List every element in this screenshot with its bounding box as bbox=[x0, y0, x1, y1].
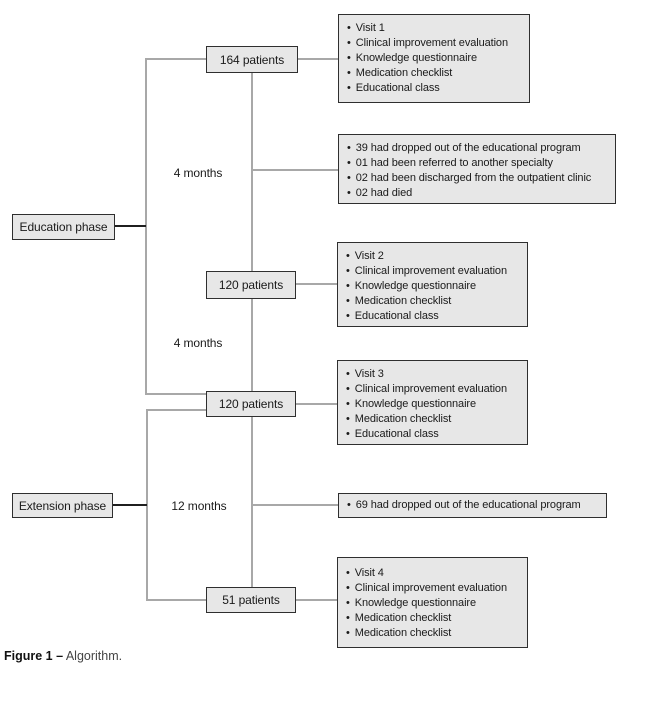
figure-caption-text: Algorithm. bbox=[63, 649, 123, 663]
extension-bracket-bottom-line bbox=[146, 599, 206, 601]
bullet-icon: • bbox=[347, 499, 351, 511]
list-item-label: 02 had died bbox=[355, 187, 413, 199]
bullet-icon: • bbox=[347, 187, 351, 199]
bullet-icon: • bbox=[347, 37, 351, 49]
bullet-icon: • bbox=[347, 52, 351, 64]
list-item bbox=[347, 66, 523, 81]
bullet-icon: • bbox=[346, 265, 350, 277]
list-item bbox=[346, 412, 521, 427]
list-item-label: Medication checklist bbox=[354, 413, 452, 425]
list-item bbox=[346, 264, 521, 279]
list-item bbox=[346, 611, 521, 626]
bullet-icon: • bbox=[346, 383, 350, 395]
list-item-label: 02 had been discharged from the outpatient clinic bbox=[355, 172, 592, 184]
list-item-label: Educational class bbox=[354, 428, 439, 440]
bullet-icon: • bbox=[347, 157, 351, 169]
list-item-label: Knowledge questionnaire bbox=[354, 280, 477, 292]
node-164-patients-label: 164 patients bbox=[219, 52, 285, 67]
list-item bbox=[346, 581, 521, 596]
list-item bbox=[347, 81, 523, 96]
list-item-label: Visit 4 bbox=[354, 567, 384, 579]
list-item-label: Medication checklist bbox=[354, 612, 452, 624]
list-item bbox=[346, 367, 521, 382]
bullet-icon: • bbox=[347, 22, 351, 34]
figure-caption bbox=[4, 649, 122, 663]
extension-phase-box bbox=[12, 493, 113, 518]
list-item-label: Clinical improvement evaluation bbox=[355, 37, 508, 49]
list-item-label: Medication checklist bbox=[354, 627, 452, 639]
bullet-icon: • bbox=[346, 612, 350, 624]
list-item bbox=[346, 294, 521, 309]
interval-12-months: 12 months bbox=[171, 499, 227, 513]
bullet-icon: • bbox=[346, 597, 350, 609]
node-120-patients-visit3 bbox=[206, 391, 296, 417]
bullet-icon: • bbox=[346, 368, 350, 380]
list-item bbox=[346, 397, 521, 412]
visit-4-detail-box bbox=[337, 557, 528, 648]
list-item-label: Knowledge questionnaire bbox=[354, 398, 477, 410]
bullet-icon: • bbox=[346, 295, 350, 307]
extension-phase-connector-line bbox=[112, 504, 147, 506]
list-item-label: Knowledge questionnaire bbox=[354, 597, 477, 609]
node-120-patients-visit2-label: 120 patients bbox=[218, 278, 284, 292]
list-item bbox=[347, 21, 523, 36]
bullet-icon: • bbox=[346, 250, 350, 262]
bullet-icon: • bbox=[346, 627, 350, 639]
list-item bbox=[346, 309, 521, 324]
list-item bbox=[347, 498, 581, 513]
bullet-icon: • bbox=[346, 398, 350, 410]
list-item bbox=[346, 279, 521, 294]
list-item-label: Knowledge questionnaire bbox=[355, 52, 478, 64]
list-item-label: 01 had been referred to another specialty bbox=[355, 157, 553, 169]
bullet-icon: • bbox=[346, 567, 350, 579]
node-120-patients-visit3-label: 120 patients bbox=[218, 397, 284, 411]
interval-4-months-1: 4 months bbox=[173, 166, 223, 180]
bullet-icon: • bbox=[346, 582, 350, 594]
extension-phase-label: Extension phase bbox=[18, 498, 107, 513]
node-51-patients bbox=[206, 587, 296, 613]
connector-to-dropout-12months bbox=[252, 504, 338, 506]
list-item bbox=[346, 249, 521, 264]
list-item-label: Visit 2 bbox=[354, 250, 384, 262]
list-item bbox=[346, 382, 521, 397]
connector-51-to-visit4 bbox=[295, 599, 338, 601]
bullet-icon: • bbox=[346, 280, 350, 292]
bullet-icon: • bbox=[346, 428, 350, 440]
list-item bbox=[347, 186, 609, 201]
bullet-icon: • bbox=[346, 310, 350, 322]
node-120-patients-visit2 bbox=[206, 271, 296, 299]
list-item bbox=[346, 566, 521, 581]
bullet-icon: • bbox=[347, 142, 351, 154]
education-phase-label: Education phase bbox=[19, 220, 108, 234]
dropout-4-months-box bbox=[338, 134, 616, 204]
node-51-patients-label: 51 patients bbox=[222, 593, 280, 607]
list-item bbox=[346, 427, 521, 442]
education-phase-box bbox=[12, 214, 115, 240]
dropout-12-months-box bbox=[338, 493, 607, 518]
list-item bbox=[347, 141, 609, 156]
connector-to-dropout-4months bbox=[252, 169, 338, 171]
bullet-icon: • bbox=[346, 413, 350, 425]
list-item-label: Educational class bbox=[354, 310, 439, 322]
bullet-icon: • bbox=[347, 82, 351, 94]
visit-2-detail-box bbox=[337, 242, 528, 327]
connector-120-to-visit2 bbox=[295, 283, 338, 285]
visit-3-detail-box bbox=[337, 360, 528, 445]
interval-4-months-2: 4 months bbox=[173, 336, 223, 350]
connector-164-to-visit1 bbox=[296, 58, 339, 60]
bullet-icon: • bbox=[347, 67, 351, 79]
list-item bbox=[347, 36, 523, 51]
list-item bbox=[347, 171, 609, 186]
list-item-label: Medication checklist bbox=[354, 295, 452, 307]
list-item-label: Clinical improvement evaluation bbox=[354, 383, 507, 395]
list-item bbox=[346, 596, 521, 611]
list-item bbox=[346, 626, 521, 641]
education-bracket-top-line bbox=[145, 58, 206, 60]
visit-1-detail-box bbox=[338, 14, 530, 103]
bullet-icon: • bbox=[347, 172, 351, 184]
list-item bbox=[347, 156, 609, 171]
list-item-label: Visit 1 bbox=[355, 22, 385, 34]
node-164-patients bbox=[206, 46, 298, 73]
list-item-label: Medication checklist bbox=[355, 67, 453, 79]
education-bracket-bottom-line bbox=[145, 393, 206, 395]
list-item-label: 39 had dropped out of the educational program bbox=[355, 142, 581, 154]
list-item-label: Educational class bbox=[355, 82, 440, 94]
timeline-vertical-line bbox=[251, 58, 253, 600]
extension-bracket-top-line bbox=[146, 409, 206, 411]
connector-120-to-visit3 bbox=[295, 403, 338, 405]
list-item-label: Clinical improvement evaluation bbox=[354, 265, 507, 277]
figure-caption-number: Figure 1 – bbox=[4, 649, 64, 663]
list-item-label: Clinical improvement evaluation bbox=[354, 582, 507, 594]
education-phase-connector-line bbox=[114, 225, 146, 227]
list-item bbox=[347, 51, 523, 66]
list-item-label: Visit 3 bbox=[354, 368, 384, 380]
list-item-label: 69 had dropped out of the educational program bbox=[355, 499, 581, 511]
